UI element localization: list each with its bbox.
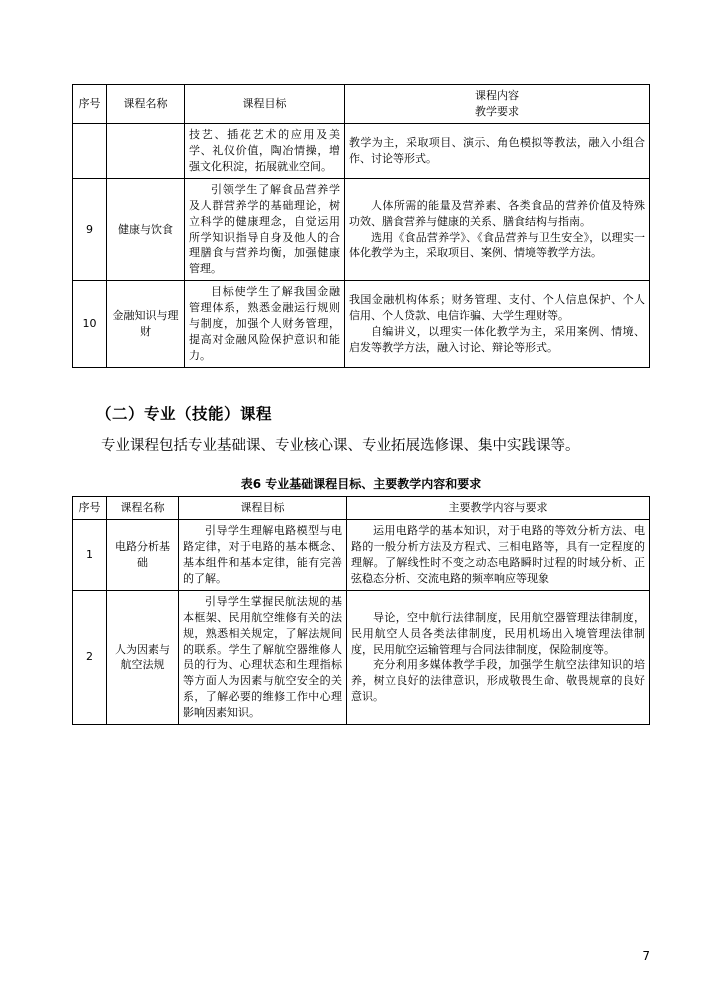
content-paragraph: 我国金融机构体系；财务管理、支付、个人信息保护、个人信用、个人贷款、电信诈骗、大学生理财等。 [349,293,645,323]
cell-no: 10 [73,281,107,368]
page-number: 7 [642,949,650,963]
cell-course-goal: 技艺、插花艺术的应用及美学、礼仪价值，陶冶情操，增强文化积淀，拓展就业空间。 [185,123,345,178]
content-paragraph: 运用电路学的基本知识，对于电路的等效分析方法、电路的一般分析方法及方程式、三相电路等，具有一定程度的理解。了解线性时不变之动态电路瞬时过程的时域分析、正弦稳态分析、交流电路的频率响应等现象 [351,523,645,585]
header-no: 序号 [73,85,107,124]
table-row [73,123,650,178]
content-paragraph: 选用《食品营养学》、《食品营养与卫生安全》，以理实一体化教学为主，采取项目、案例、情境等教学方法。 [349,230,645,260]
table6-caption: 表6 专业基础课程目标、主要教学内容和要求 [240,477,482,491]
cell-course-name [107,123,185,178]
section-paragraph: 专业课程包括专业基础课、专业核心课、专业拓展选修课、集中实践课等。 [101,438,580,454]
cell-course-name: 电路分析基础 [107,519,179,590]
header-course-content [345,85,650,124]
cell-course-name: 健康与饮食 [107,178,185,281]
content-paragraph: 自编讲义，以理实一体化教学为主，采用案例、情境、启发等教学方法，融入讨论、辩论等形式。 [349,325,645,355]
content-paragraph: 充分利用多媒体教学手段，加强学生航空法律知识的培养，树立良好的法律意识，形成敬畏生命、敬畏规章的良好意识。 [351,658,645,704]
table-general-courses [72,84,650,368]
header-course-name: 课程名称 [107,85,185,124]
section-heading: （二）专业（技能）课程 [96,405,273,423]
table-basic-major-courses [72,496,650,725]
cell-course-name: 人为因素与航空法规 [107,590,179,725]
cell-course-goal: 引领学生了解食品营养学及人群营养学的基础理论，树立科学的健康理念，自觉运用所学知识指导自身及他人的合理膳食与营养均衡，加强健康管理。 [185,178,345,281]
table-row [73,519,650,590]
table-row [73,281,650,368]
header-no: 序号 [73,497,107,520]
cell-course-goal: 目标使学生了解我国金融管理体系，熟悉金融运行规则与制度，加强个人财务管理，提高对金融风险保护意识和能力。 [185,281,345,368]
content-paragraph: 人体所需的能量及营养素、各类食品的营养价值及特殊功效、膳食营养与健康的关系、膳食结构与指南。 [349,198,645,228]
header-content-line2: 教学要求 [475,104,519,118]
header-content-line1: 课程内容 [475,89,519,102]
cell-no: 2 [73,590,107,725]
cell-course-content [347,519,650,590]
table-row [73,178,650,281]
header-course-name: 课程名称 [107,497,179,520]
cell-course-content [345,123,650,178]
cell-course-goal: 引导学生掌握民航法规的基本框架、民用航空维修有关的法规，熟悉相关规定，了解法规间的联系。学生了解航空器维修人员的行为、心理状态和生理指标等方面人为因素与航空安全的关系，了解必要的维修工作中心理影响因素知识。 [179,590,347,725]
cell-course-name: 金融知识与理财 [107,281,185,368]
cell-no [73,123,107,178]
cell-no: 1 [73,519,107,590]
cell-course-content [345,281,650,368]
table-header-row [73,85,650,124]
header-course-goal: 课程目标 [179,497,347,520]
header-course-goal: 课程目标 [185,85,345,124]
content-paragraph: 导论，空中航行法律制度，民用航空器管理法律制度，民用航空人员各类法律制度，民用机场出入境管理法律制度，民用航空运输管理与合同法律制度，保险制度等。 [351,610,645,656]
table-header-row [73,497,650,520]
cell-course-content [345,178,650,281]
cell-course-content [347,590,650,725]
header-course-content: 主要教学内容与要求 [347,497,650,520]
cell-no: 9 [73,178,107,281]
cell-course-goal: 引导学生理解电路模型与电路定律，对于电路的基本概念、基本组件和基本定律，能有完善的了解。 [179,519,347,590]
table-row [73,590,650,725]
content-paragraph: 教学为主，采取项目、演示、角色模拟等教法，融入小组合作、讨论等形式。 [349,135,645,165]
